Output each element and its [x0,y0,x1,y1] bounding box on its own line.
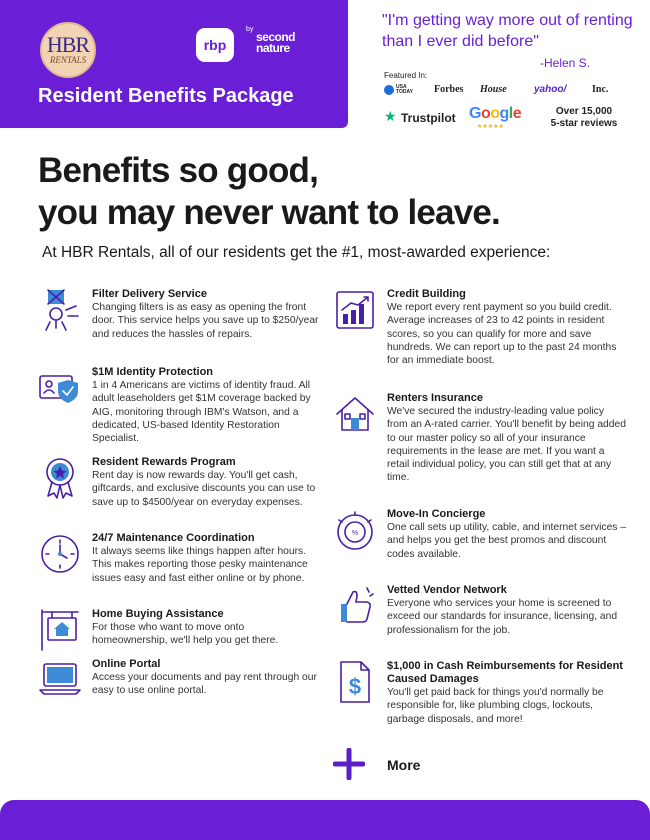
usa-today-logo: USA TODAY [384,84,413,95]
benefit-text: Access your documents and pay rent through our easy to use online portal. [92,672,317,697]
rewards-badge-icon [38,456,82,500]
benefit-body [387,508,627,561]
benefit-body [387,288,627,367]
benefit-title: Renters Insurance [387,392,483,404]
benefit-body [92,532,322,585]
benefit-title: Filter Delivery Service [92,288,207,300]
google-logo: Google [469,105,522,122]
house-logo: House [480,84,507,95]
clock-icon [38,532,82,576]
intro-text: At HBR Rentals, all of our residents get the #1, most-awarded experience: [42,244,551,261]
benefit-body [387,584,627,637]
header-banner [0,0,348,128]
featured-in-label: Featured In: [384,71,428,80]
benefit-title: 24/7 Maintenance Coordination [92,532,255,544]
benefit-title: $1M Identity Protection [92,366,214,378]
benefit-body [387,660,627,726]
rbp-logo: rbp [196,28,234,62]
main-headline [38,150,500,234]
headline-line1: Benefits so good, [38,151,319,190]
filter-box-icon [38,288,82,332]
benefit-text: 1 in 4 Americans are victims of identity fraud. All adult leaseholders get $1M coverage backed by AIG, monitoring through IBM's Watson, and a dedicated, US-based Identity Restoration Specialist. [92,380,311,445]
benefit-text: For those who want to move onto homeownership, we'll help you get there. [92,622,279,647]
benefit-text: You'll get paid back for things you'd normally be responsible for, like plumbing clogs, lockouts, garbage disposals, and more! [387,687,604,725]
benefit-body [387,392,627,485]
benefit-text: We've secured the industry-leading value policy from an A-rated carrier. You'll benefit by being added to our master policy so all of your insurance requirements in the lease are met. If you want a retail individual policy, you can still get that at any time. [387,406,626,484]
footer-band [0,800,650,840]
benefit-title: Vetted Vendor Network [387,584,507,596]
svg-text:$: $ [348,674,362,699]
package-title: Resident Benefits Package [38,85,294,107]
benefit-text: It always seems like things happen after hours. This makes reporting those pesky maintenance issues easy and fast either online or by phone. [92,546,308,584]
benefit-text: Rent day is now rewards day. You'll get cash, giftcards, and exclusive discounts you can use to save up to $4500/year on everyday expenses. [92,470,316,508]
review-count-line1: Over 15,000 [555,106,613,117]
headline-line2: you may never want to leave. [38,193,500,232]
benefit-text: Everyone who services your home is screened to exceed our standards for insurance, licensing, and professionalism for the job. [387,598,618,636]
trustpilot-logo: Trustpilot [401,111,456,125]
hbr-rentals-logo [40,22,96,78]
more-label: More [387,757,421,773]
review-count-line2: 5-star reviews [550,118,618,129]
dollar-document-icon [333,660,377,704]
testimonial-quote: "I'm getting way more out of renting than I ever did before" [382,12,633,50]
yahoo-logo: yahoo/ [534,84,567,95]
forbes-logo: Forbes [434,84,464,95]
concierge-dial-icon [333,508,377,552]
benefit-body [92,366,322,445]
review-badges [384,106,642,132]
hbr-logo-sub: RENTALS [49,55,87,65]
house-umbrella-icon [333,392,377,436]
svg-text:%: % [351,530,359,537]
benefit-title: Credit Building [387,288,466,300]
identity-shield-icon [38,366,82,410]
benefit-body [92,288,322,341]
thumbs-up-icon [333,584,377,628]
review-count [534,106,634,130]
benefit-body [92,456,322,509]
benefit-title: Move-In Concierge [387,508,486,520]
second-nature-logo: second nature [256,30,296,55]
benefit-title: Online Portal [92,658,161,670]
credit-chart-icon [333,288,377,332]
press-logos [384,84,642,98]
plus-icon [333,748,365,780]
second-nature-by: by [246,26,254,33]
laptop-icon [38,658,82,702]
benefit-text: We report every rent payment so you build credit. Average increases of 23 to 42 points in resident scores, so you can qualify for more and save hundreds. We can report up to the past 24 months for an immediate boost. [387,302,617,367]
benefit-text: One call sets up utility, cable, and internet services – and helps you get the best promos and discount codes available. [387,522,627,560]
benefit-body [92,658,322,698]
google-stars: ★★★★★ [477,124,504,130]
benefit-body [92,608,322,648]
hbr-logo-main: HBR [46,32,90,57]
benefit-text: Changing filters is as easy as opening the front door. This service helps you save up to $250/year and reduces the hassles of repairs. [92,302,319,340]
more-benefits [333,748,473,782]
inc-logo: Inc. [592,84,609,95]
benefit-title: Home Buying Assistance [92,608,224,620]
trustpilot-star-icon: ★ [384,108,397,124]
home-sign-icon [38,608,82,652]
testimonial-author: -Helen S. [540,56,591,70]
benefit-title: $1,000 in Cash Reimbursements for Resident Caused Damages [387,660,623,685]
benefit-title: Resident Rewards Program [92,456,236,468]
